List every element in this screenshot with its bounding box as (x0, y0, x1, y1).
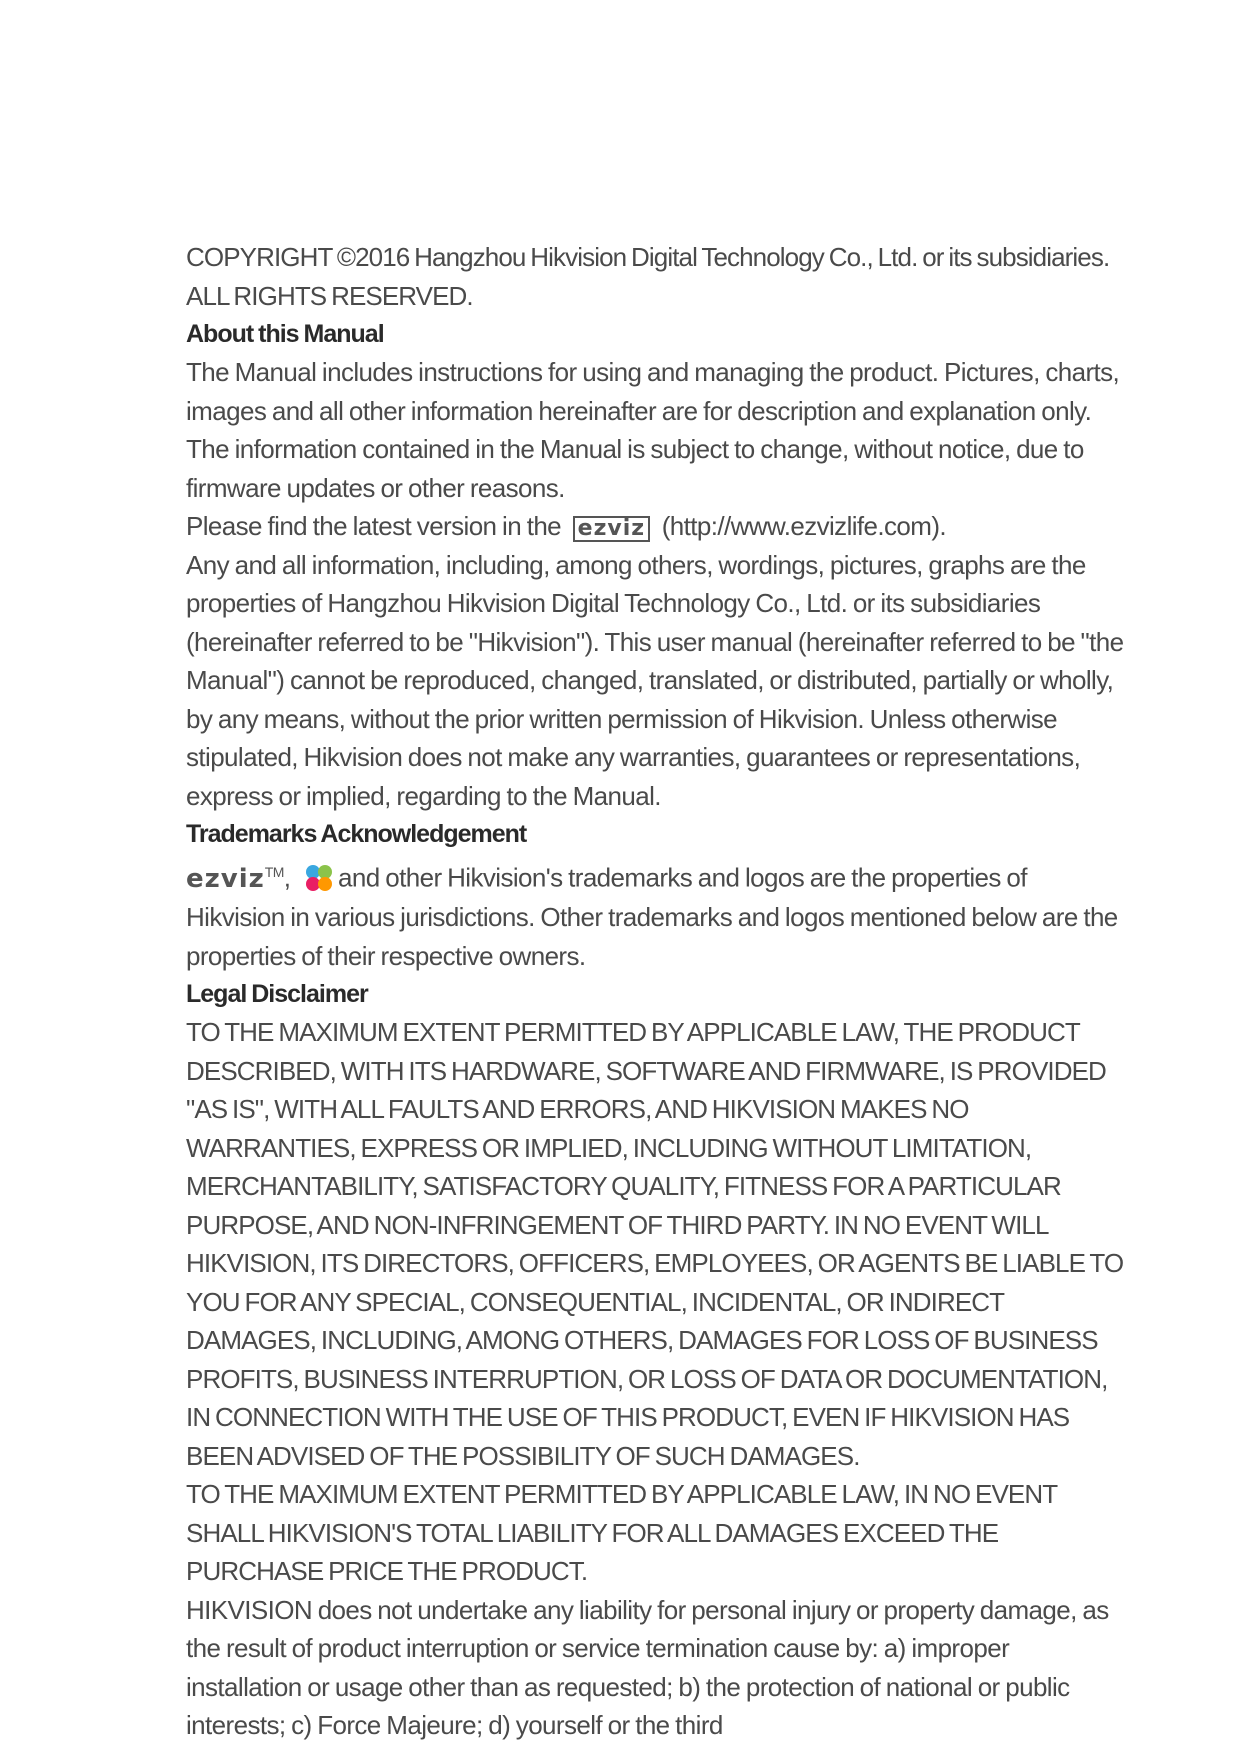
trademarks-paragraph (186, 853, 1126, 975)
website-url: (http://www.ezvizlife.com). (661, 511, 947, 541)
ezviz-app-icon (304, 863, 334, 893)
disclaimer-paragraph-1: TO THE MAXIMUM EXTENT PERMITTED BY APPLICABLE LAW, THE PRODUCT DESCRIBED, WITH ITS HARDWARE, SOFTWARE AND FIRMWARE, IS PROVIDED "AS IS", WITH ALL FAULTS AND ERRORS, AND HIKVISION MAKES NO WARRANTIES, EXPRESS OR IMPLIED, INCLUDING WITHOUT LIMITATION, MERCHANTABILITY, SATISFACTORY QUALITY, FITNESS FOR A PARTICULAR PURPOSE, AND NON-INFRINGEMENT OF THIRD PARTY. IN NO EVENT WILL HIKVISION, ITS DIRECTORS, OFFICERS, EMPLOYEES, OR AGENTS BE LIABLE TO YOU FOR ANY SPECIAL, CONSEQUENTIAL, INCIDENTAL, OR INDIRECT DAMAGES, INCLUDING, AMONG OTHERS, DAMAGES FOR LOSS OF BUSINESS PROFITS, BUSINESS INTERRUPTION, OR LOSS OF DATA OR DOCUMENTATION, IN CONNECTION WITH THE USE OF THIS PRODUCT, EVEN IF HIKVISION HAS BEEN ADVISED OF THE POSSIBILITY OF SUCH DAMAGES. (186, 1017, 1124, 1471)
disclaimer-paragraph-2: TO THE MAXIMUM EXTENT PERMITTED BY APPLICABLE LAW, IN NO EVENT SHALL HIKVISION'S TOTAL LIABILITY FOR ALL DAMAGES EXCEED THE PURCHASE PRICE THE PRODUCT. (186, 1479, 1057, 1587)
ezviz-logo: ezviz (186, 863, 265, 894)
trademarks-heading: Trademarks Acknowledgement (186, 820, 527, 848)
ezviz-website-logo: ezviz (573, 516, 650, 542)
trademarks-text: and other Hikvision's trademarks and logos are the properties of Hikvision in various jurisdictions. Other trademarks and logos mentioned below are the properties of their respective owners. (186, 862, 1118, 971)
properties-paragraph: Any and all information, including, among others, wordings, pictures, graphs are the properties of Hangzhou Hikvision Digital Technology Co., Ltd. or its subsidiaries (hereinafter referred to be "Hikvision"). This user manual (hereinafter referred to be "the Manual") cannot be reproduced, changed, translated, or distributed, partially or wholly, by any means, without the prior written permission of Hikvision. Unless otherwise stipulated, Hikvision does not make any warranties, guarantees or representations, express or implied, regarding to the Manual. (186, 549, 1124, 811)
latest-version-text: Please find the latest version in the (186, 511, 562, 541)
trademark-comma: , (283, 862, 291, 893)
disclaimer-paragraph-3: HIKVISION does not undertake any liability for personal injury or property damage, as the result of product interruption or service termination cause by: a) improper installation or usage other than as requested; b) the protection of national or public interests; c) Force Majeure; d) yourself or the third (186, 1594, 1109, 1741)
disclaimer-heading: Legal Disclaimer (186, 980, 368, 1009)
about-paragraph: The Manual includes instructions for using and managing the product. Pictures, charts, images and all other information hereinafter are for description and explanation only. The information contained in the Manual is subject to change, without notice, due to firmware updates or other reasons. (186, 357, 1120, 503)
latest-version-line (186, 507, 1126, 546)
manual-page (186, 238, 1126, 1745)
trademark-symbol: TM (264, 864, 284, 880)
copyright-notice: COPYRIGHT ©2016 Hangzhou Hikvision Digital Technology Co., Ltd. or its subsidiaries. ALL RIGHTS RESERVED. (186, 242, 1110, 311)
about-heading: About this Manual (186, 320, 384, 348)
